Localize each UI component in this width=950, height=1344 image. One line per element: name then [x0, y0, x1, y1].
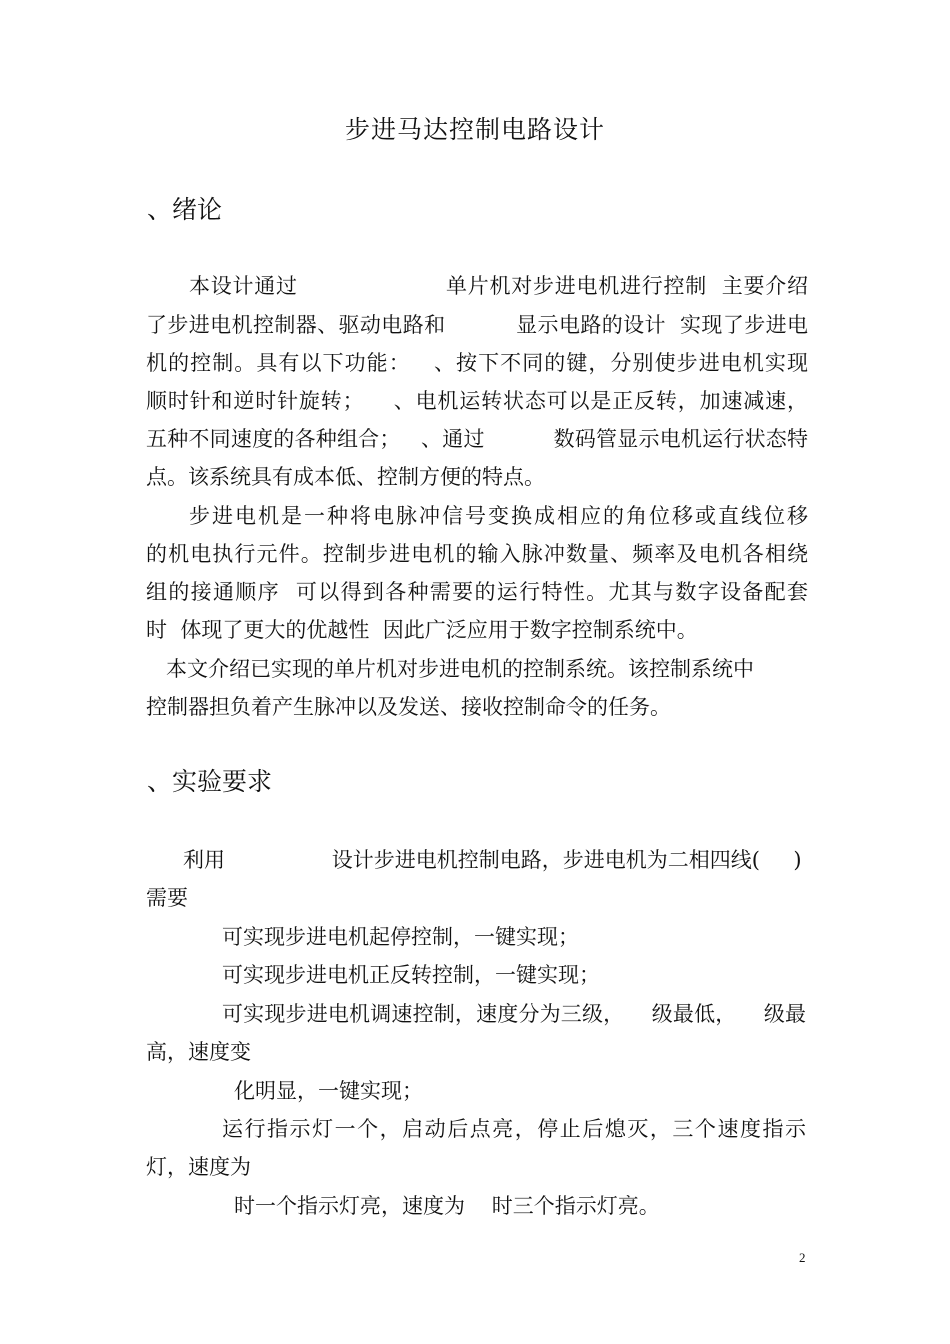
requirement-item: 可实现步进电机起停控制，一键实现；: [222, 925, 579, 949]
requirement-item-continuation: 化明显，一键实现；: [234, 1079, 423, 1103]
requirement-item: 可实现步进电机调速控制，速度分为三级， 级最低， 级最: [222, 1002, 806, 1026]
document-title: 步进马达控制电路设计: [344, 115, 605, 144]
paragraph-line: 组的接通顺序 可以得到各种需要的运行特性。尤其与数字设备配套: [146, 580, 808, 604]
paragraph-line: 控制器担负着产生脉冲以及发送、接收控制命令的任务。: [146, 695, 671, 719]
requirement-item-continuation: 时一个指示灯亮，速度为 时三个指示灯亮。: [234, 1194, 660, 1218]
paragraph-line: 本设计通过 单片机对步进电机进行控制 主要介绍: [189, 274, 808, 298]
requirement-item-continuation: 高，速度变: [146, 1040, 251, 1064]
paragraph-line: 的机电执行元件。控制步进电机的输入脉冲数量、频率及电机各相绕: [146, 542, 808, 566]
requirement-item: 运行指示灯一个，启动后点亮，停止后熄灭，三个速度指示: [222, 1117, 806, 1141]
requirement-item: 可实现步进电机正反转控制，一键实现；: [222, 963, 600, 987]
paragraph-line: 顺时针和逆时针旋转； 、电机运转状态可以是正反转，加速减速，: [146, 389, 808, 413]
paragraph-line: 需要: [146, 886, 188, 910]
page-number: 2: [799, 1250, 806, 1265]
paragraph-line: 五种不同速度的各种组合； 、通过 数码管显示电机运行状态特: [146, 427, 808, 451]
paragraph-line: 了步进电机控制器、驱动电路和 显示电路的设计 实现了步进电: [146, 313, 808, 337]
paragraph-line: 点。该系统具有成本低、控制方便的特点。: [146, 465, 545, 489]
paragraph-line: 时 体现了更大的优越性 因此广泛应用于数字控制系统中。: [146, 618, 698, 642]
paragraph-line: 机的控制。具有以下功能： 、按下不同的键，分别使步进电机实现: [146, 351, 808, 375]
section-heading-introduction: 、绪论: [147, 195, 223, 224]
section-heading-requirements: 、实验要求: [147, 767, 273, 796]
paragraph-line: 步进电机是一种将电脉冲信号变换成相应的角位移或直线位移: [189, 504, 808, 528]
requirement-item-continuation: 灯，速度为: [146, 1155, 251, 1179]
paragraph-line: 利用 设计步进电机控制电路，步进电机为二相四线( ): [183, 848, 802, 872]
paragraph-line: 本文介绍已实现的单片机对步进电机的控制系统。该控制系统中: [166, 657, 754, 681]
